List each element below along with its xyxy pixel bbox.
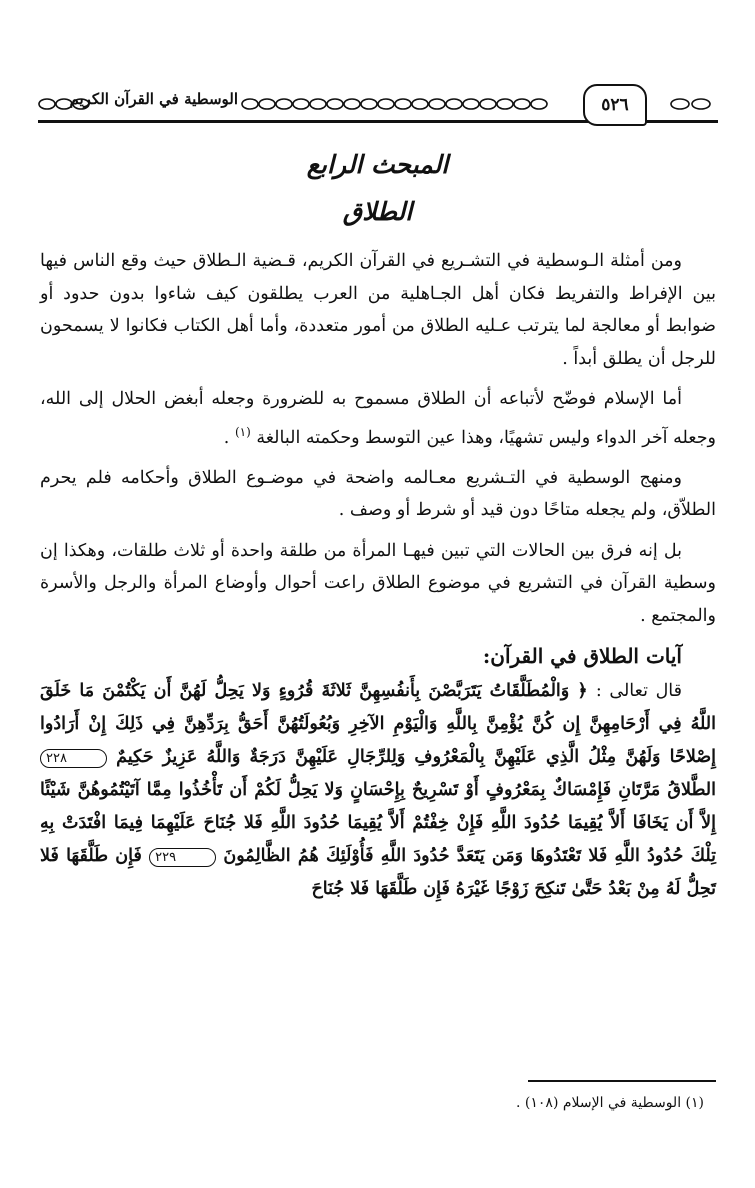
paragraph-text: أما الإسلام فوضّح لأتباعه أن الطلاق مسموح به للضرورة وجعله أبغض الحلال إلى الله، وجعله آخر الدواء وليس تشهيًا، وهذا عين التوسط وحكمته البالغة <box>40 389 716 448</box>
paragraph <box>40 383 716 454</box>
ayah-number: ٢٢٩ <box>149 848 216 867</box>
paragraph: ومنهج الوسطية في التـشريع معـالمه واضحة في موضـوع الطلاق وأحكامه فلم يحرم الطلاّق، ولم يجعله متاحًا دون قيد أو شرط أو وصف . <box>40 467 716 521</box>
running-title: الوسطية في القرآن الكريم <box>69 90 238 108</box>
paragraph: ومن أمثلة الـوسطية في التشـريع في القرآن الكريم، قـضية الـطلاق حيث وقع الناس فيها بين الإفراط والتفريط فكان أهل الجـاهلية من العرب يطلقون كيف شاءوا بدون حدود أو ضوابط أو معالجة لما يترتب عـليه الطلاق من أمور متعددة، وأما أهل الكتاب فكانوا لا يسمحون للرجل أن يطلق أبداً . <box>40 251 716 369</box>
ayah-number: ٢٢٨ <box>40 749 107 768</box>
section-title: الطلاق <box>342 197 413 226</box>
footnote: (١) الوسطية في الإسلام (١٠٨) . <box>516 1095 704 1111</box>
running-header <box>38 76 718 136</box>
ornament-right-icon <box>668 94 714 114</box>
quran-verse-text: فَإِن طَلَّقَهَا فَلا تَحِلُّ لَهُ مِنْ بَعْدُ حَتَّىٰ تَنكِحَ زَوْجًا غَيْرَهُ فَإِن طَلَّقَهَا فَلا جُنَاحَ <box>40 845 716 899</box>
quran-verse-text: وَالْمُطَلَّقَاتُ يَتَرَبَّصْنَ بِأَنفُسِهِنَّ ثَلاثَةَ قُرُوءٍ وَلا يَحِلُّ لَهُنَّ أَن يَكْتُمْنَ مَا خَلَقَ اللَّهُ فِي أَرْحَامِهِنَّ إِن كُنَّ يُؤْمِنَّ بِاللَّهِ وَالْيَوْمِ الآخِرِ وَبُعُولَتُهُنَّ أَحَقُّ بِرَدِّهِنَّ فِي ذَلِكَ إِنْ أَرَادُوا إِصْلاحًا وَلَهُنَّ مِثْلُ الَّذِي عَلَيْهِنَّ بِالْمَعْرُوفِ وَلِلرِّجَالِ عَلَيْهِنَّ دَرَجَةٌ وَاللَّهُ عَزِيزٌ حَكِيمٌ <box>40 680 716 767</box>
paragraph-end: . <box>223 427 230 448</box>
section-heading: المبحث الرابع <box>306 150 449 179</box>
body-text <box>40 245 716 914</box>
verses-lead: قال تعالى : <box>595 680 683 701</box>
verses-heading: آيات الطلاق في القرآن: <box>482 644 682 669</box>
quran-verses <box>40 675 716 906</box>
page-number: ٥٢٦ <box>583 84 647 126</box>
paragraph: بل إنه فرق بين الحالات التي تبين فيهـا المرأة من طلقة واحدة أو ثلاث طلقات، وهكذا إن وسطية القرآن في التشريع في موضوع الطلاق راعت أحوال وأوضاع المرأة والرجل والأسرة والمجتمع . <box>40 540 716 626</box>
quran-open-bracket: ﴿ <box>577 680 588 701</box>
ornament-chain-icon <box>241 94 549 114</box>
quran-verse-text: الطَّلاقُ مَرَّتَانِ فَإِمْسَاكٌ بِمَعْرُوفٍ أَوْ تَسْرِيحٌ بِإِحْسَانٍ وَلا يَحِلُّ لَكُمْ أَن تَأْخُذُوا مِمَّا آتَيْتُمُوهُنَّ شَيْئًا إِلاَّ أَن يَخَافَا أَلاَّ يُقِيمَا حُدُودَ اللَّهِ فَإِنْ خِفْتُمْ أَلاَّ يُقِيمَا حُدُودَ اللَّهِ فَلا جُنَاحَ عَلَيْهِمَا فِيمَا افْتَدَتْ بِهِ تِلْكَ حُدُودُ اللَّهِ فَلا تَعْتَدُوهَا وَمَن يَتَعَدَّ حُدُودَ اللَّهِ فَأُوْلَئِكَ هُمُ الظَّالِمُونَ <box>40 779 716 866</box>
footnote-rule <box>528 1080 716 1082</box>
footnote-reference: (١) <box>234 424 251 439</box>
